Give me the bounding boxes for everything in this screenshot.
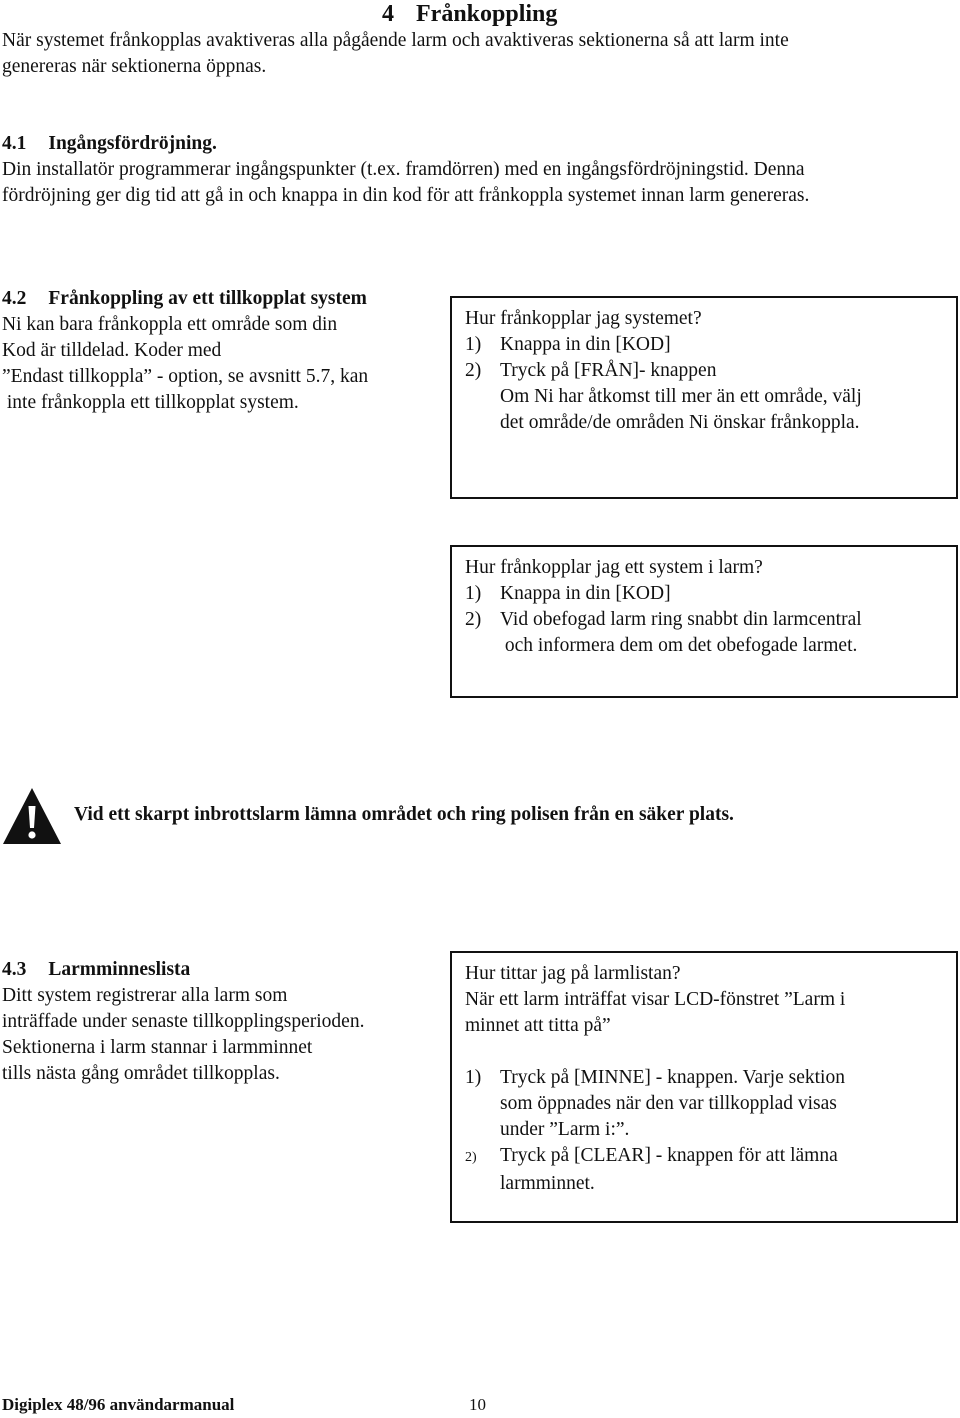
alarm-step-1 [465,581,862,607]
section-4-2-line-2: Kod är tilldelad. Koder med [2,340,222,361]
memory-step-1-line-2: som öppnades när den var tillkopplad visas [500,1093,837,1114]
alarm-step-1-number: 1) [465,583,482,604]
alarm-step-1-text: Knappa in din [KOD] [500,583,671,604]
section-4-1-line-2: fördröjning ger dig tid att gå in och knappa in din kod för att frånkoppla systemet innan larm genereras. [2,185,810,206]
disarm-note-line-1: Om Ni har åtkomst till mer än ett område, välj [500,386,862,407]
disarm-step-2-text: Tryck på [FRÅN]- knappen [500,360,717,381]
chapter-heading [382,0,557,28]
memory-step-1 [465,1065,845,1091]
memory-step-2 [465,1143,845,1171]
footer-page-number: 10 [469,1395,486,1414]
disarm-info-box [450,296,958,499]
alarm-step-2-number: 2) [465,609,482,630]
section-4-2-title: Frånkoppling av ett tillkopplat system [48,288,367,309]
section-4-2-line-4: inte frånkoppla ett tillkopplat system. [2,392,299,413]
memory-intro-line-1: När ett larm inträffat visar LCD-fönstret ”Larm i [465,989,846,1010]
section-4-1-body [2,157,809,209]
memory-box-content [465,961,845,1197]
memory-intro-line-2: minnet att titta på” [465,1015,611,1036]
section-4-3-title: Larmminneslista [48,959,191,980]
disarm-step-2-number: 2) [465,360,482,381]
memory-step-2-line-1: Tryck på [CLEAR] - knappen för att lämna [500,1145,838,1166]
chapter-intro-line-2: genereras när sektionerna öppnas. [2,56,267,77]
memory-step-1-line-3: under ”Larm i:”. [500,1119,630,1140]
chapter-intro-line-1: När systemet frånkopplas avaktiveras alla pågående larm och avaktiveras sektionerna så att larm inte [2,30,789,51]
chapter-title: Frånkoppling [416,1,558,27]
section-4-2-body [2,312,368,416]
alarm-box-heading: Hur frånkopplar jag ett system i larm? [465,557,763,578]
footer-manual-title: Digiplex 48/96 användarmanual [2,1395,235,1414]
disarm-box-content [465,306,862,436]
disarm-step-2 [465,358,862,384]
section-4-2-line-3: ”Endast tillkoppla” - option, se avsnitt 5.7, kan [2,366,369,387]
section-4-3-body [2,983,364,1087]
section-4-1-heading [2,131,217,157]
alarm-box-content [465,555,862,659]
disarm-step-1 [465,332,862,358]
disarm-note-line-2: det område/de områden Ni önskar frånkoppla. [500,412,860,433]
memory-step-1-line-1: Tryck på [MINNE] - knappen. Varje sektion [500,1067,845,1088]
alarm-step-2 [465,607,862,633]
section-4-2-number: 4.2 [2,288,27,309]
alarm-disarm-info-box [450,545,958,698]
section-4-1-line-1: Din installatör programmerar ingångspunkter (t.ex. framdörren) med en ingångsfördröjningstid. Denna [2,159,805,180]
alarm-step-2-text: Vid obefogad larm ring snabbt din larmcentral [500,609,862,630]
memory-step-2-line-2: larmminnet. [500,1173,595,1194]
memory-box-heading: Hur tittar jag på larmlistan? [465,963,681,984]
section-4-2-heading [2,286,367,312]
chapter-intro [2,28,789,80]
disarm-step-1-number: 1) [465,334,482,355]
section-4-2-line-1: Ni kan bara frånkoppla ett område som din [2,314,338,335]
disarm-box-heading: Hur frånkopplar jag systemet? [465,308,702,329]
section-4-3-line-1: Ditt system registrerar alla larm som [2,985,288,1006]
memory-step-2-number: 2) [465,1150,477,1165]
alarm-memory-info-box [450,951,958,1223]
section-4-1-title: Ingångsfördröjning. [48,133,217,154]
chapter-number: 4 [382,1,394,27]
section-4-3-line-2: inträffade under senaste tillkopplingsperioden. [2,1011,365,1032]
section-4-3-heading [2,957,190,983]
warning-triangle-icon [2,786,62,846]
section-4-3-line-4: tills nästa gång området tillkopplas. [2,1063,280,1084]
warning-text: Vid ett skarpt inbrottslarm lämna området och ring polisen från en säker plats. [74,804,734,825]
alarm-step-2-continued: och informera dem om det obefogade larmet. [500,635,858,656]
disarm-step-1-text: Knappa in din [KOD] [500,334,671,355]
section-4-3-line-3: Sektionerna i larm stannar i larmminnet [2,1037,313,1058]
section-4-3-number: 4.3 [2,959,27,980]
section-4-1-number: 4.1 [2,133,27,154]
memory-step-1-number: 1) [465,1067,482,1088]
